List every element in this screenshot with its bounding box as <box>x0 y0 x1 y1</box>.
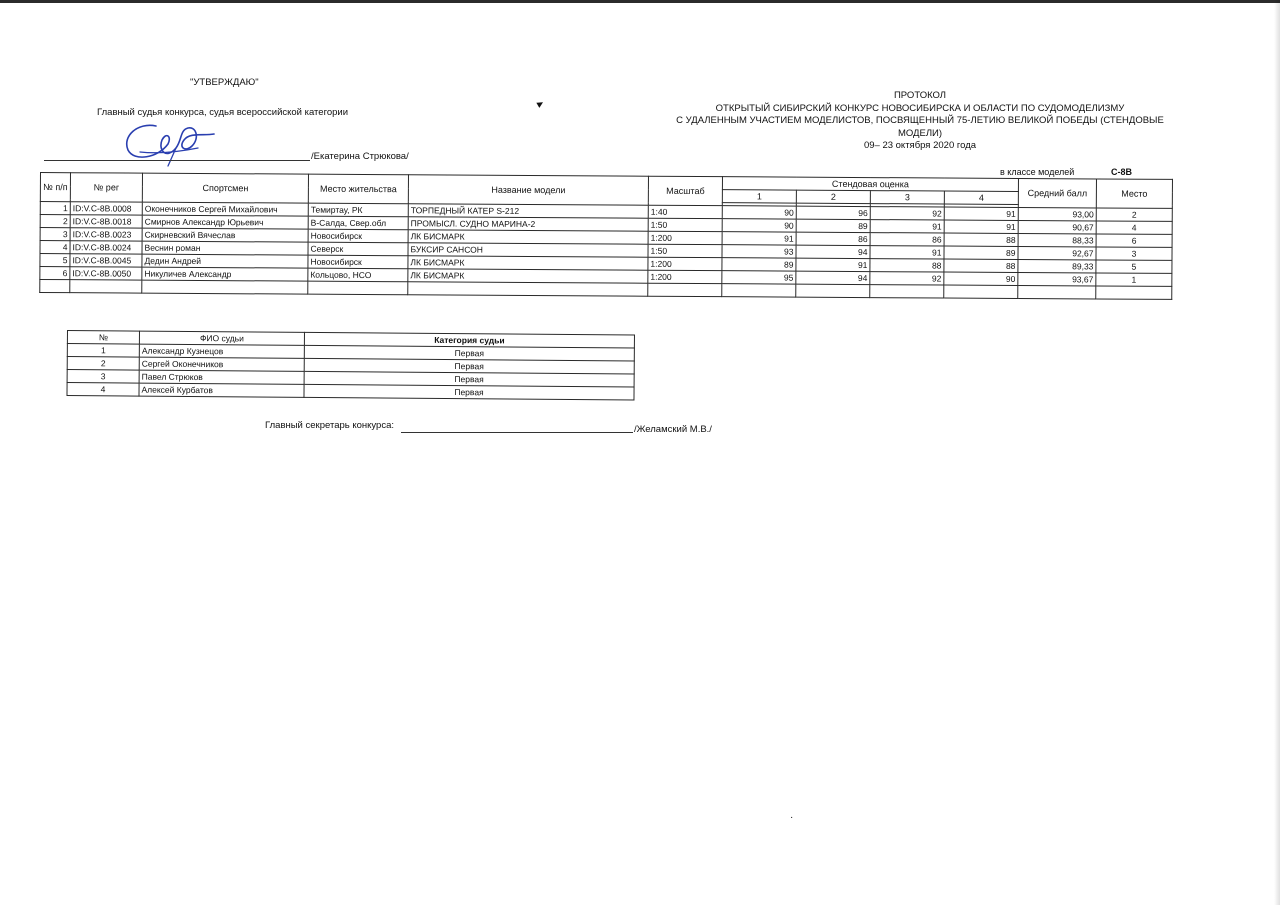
col-header-score-2: 2 <box>796 190 870 203</box>
cell-score-3: 92 <box>870 272 944 285</box>
cell-residence: Северск <box>308 242 408 256</box>
cell-num: 1 <box>40 202 70 215</box>
cell-score-2: 94 <box>796 245 870 258</box>
cell-score-1: 95 <box>722 271 796 284</box>
judges-header-name: ФИО судьи <box>139 331 304 345</box>
class-label: в классе моделей <box>1000 167 1075 177</box>
col-header-score-1: 1 <box>722 190 796 203</box>
judge-num: 4 <box>67 383 139 397</box>
protocol-line-1: ОТКРЫТЫЙ СИБИРСКИЙ КОНКУРС НОВОСИБИРСКА И ОБЛАСТИ ПО СУДОМОДЕЛИЗМУ <box>715 102 1125 114</box>
judge-name: Сергей Оконечников <box>139 357 304 371</box>
cell-place: 5 <box>1096 260 1172 273</box>
cell-model: ЛК БИСМАРК <box>408 256 648 270</box>
judge-category: Первая <box>304 345 634 361</box>
cell-scale: 1:50 <box>648 244 722 257</box>
cell-score-2: 89 <box>796 219 870 232</box>
cell-athlete: Дедин Андрей <box>142 254 308 268</box>
col-header-score-4: 4 <box>944 191 1018 204</box>
cell-scale: 1:40 <box>648 205 722 218</box>
protocol-dates: 09– 23 октября 2020 года <box>863 140 977 151</box>
cell-avg: 88,33 <box>1018 233 1096 246</box>
judge-num: 2 <box>67 357 139 371</box>
col-header-reg: № рег <box>70 173 142 202</box>
col-header-avg: Средний балл <box>1018 178 1096 207</box>
col-header-num: № п/п <box>40 173 70 202</box>
secretary-signature-line <box>401 432 633 433</box>
cell-scale: 1:50 <box>648 218 722 231</box>
secretary-name: /Желамский М.В./ <box>634 424 712 435</box>
cell-residence: Темиртау, РК <box>308 203 408 217</box>
stray-dot: · <box>790 812 794 823</box>
cell-score-4: 88 <box>944 233 1018 246</box>
judge-num: 3 <box>67 370 139 384</box>
cell-score-2: 96 <box>796 206 870 219</box>
signature-line <box>44 160 310 161</box>
cell-num: 4 <box>40 241 70 254</box>
cell-reg: ID:V.C-8B.0023 <box>70 228 142 241</box>
judge-name: Александр Кузнецов <box>139 344 304 358</box>
col-header-athlete: Спортсмен <box>142 173 308 203</box>
cell-num: 5 <box>40 254 70 267</box>
judge-name: Алексей Курбатов <box>139 383 304 397</box>
cell-athlete: Никуличев Александр <box>142 267 308 281</box>
protocol-line-3: МОДЕЛИ) <box>897 127 943 139</box>
cell-avg: 92,67 <box>1018 246 1096 259</box>
cell-place: 1 <box>1096 273 1172 286</box>
cell-score-1: 93 <box>722 245 796 258</box>
stray-mark: ▸ <box>533 95 547 111</box>
cell-avg: 89,33 <box>1018 259 1096 272</box>
results-table <box>39 172 1173 300</box>
judge-category: Первая <box>304 384 634 400</box>
cell-score-4: 91 <box>944 207 1018 220</box>
cell-place: 4 <box>1096 221 1172 234</box>
cell-avg: 93,67 <box>1018 272 1096 285</box>
cell-score-4: 89 <box>944 246 1018 259</box>
class-value: С-8В <box>1111 167 1133 177</box>
cell-score-2: 86 <box>796 232 870 245</box>
scan-top-edge <box>0 0 1280 3</box>
cell-score-1: 90 <box>722 219 796 232</box>
cell-residence: В-Салда, Свер.обл <box>308 216 408 230</box>
cell-score-1: 89 <box>722 258 796 271</box>
cell-scale: 1:200 <box>648 231 722 244</box>
cell-athlete: Веснин роман <box>142 241 308 255</box>
cell-score-3: 91 <box>870 220 944 233</box>
cell-model: ЛК БИСМАРК <box>408 269 648 283</box>
cell-residence: Кольцово, НСО <box>308 268 408 282</box>
cell-num: 3 <box>40 228 70 241</box>
protocol-header <box>540 90 1280 153</box>
cell-score-1: 90 <box>722 206 796 219</box>
cell-score-3: 92 <box>870 207 944 220</box>
cell-reg: ID:V.C-8B.0018 <box>70 215 142 228</box>
cell-score-3: 88 <box>870 259 944 272</box>
cell-reg: ID:V.C-8B.0008 <box>70 202 142 215</box>
cell-athlete: Скирневский Вячеслав <box>142 228 308 242</box>
cell-avg: 93,00 <box>1018 207 1096 220</box>
cell-place: 3 <box>1096 247 1172 260</box>
cell-residence: Новосибирск <box>308 229 408 243</box>
chief-judge-line: Главный судья конкурса, судья всероссийской категории <box>97 107 349 118</box>
cell-score-2: 91 <box>796 258 870 271</box>
col-header-scale: Масштаб <box>648 176 722 205</box>
col-header-place: Место <box>1096 179 1172 208</box>
judges-header-num: № <box>67 331 139 345</box>
col-header-model: Название модели <box>408 175 648 205</box>
cell-model: БУКСИР САНСОН <box>408 243 648 257</box>
cell-place: 6 <box>1096 234 1172 247</box>
col-header-score-3: 3 <box>870 191 944 204</box>
judge-name: Павел Стрюков <box>139 370 304 384</box>
secretary-label: Главный секретарь конкурса: <box>265 420 395 431</box>
cell-num: 2 <box>40 215 70 228</box>
protocol-title: ПРОТОКОЛ <box>893 90 947 101</box>
cell-score-4: 90 <box>944 272 1018 285</box>
cell-reg: ID:V.C-8B.0024 <box>70 241 142 254</box>
cell-reg: ID:V.C-8B.0045 <box>70 254 142 267</box>
col-header-scores: Стендовая оценка <box>722 177 1018 192</box>
judges-table <box>66 330 635 400</box>
cell-num: 6 <box>40 267 70 280</box>
cell-score-1: 91 <box>722 232 796 245</box>
protocol-line-2: С УДАЛЕННЫМ УЧАСТИЕМ МОДЕЛИСТОВ, ПОСВЯЩЕННЫЙ 75-ЛЕТИЮ ВЕЛИКОЙ ПОБЕДЫ (СТЕНДОВЫЕ <box>676 115 1164 126</box>
cell-score-3: 86 <box>870 233 944 246</box>
judge-category: Первая <box>304 358 634 374</box>
cell-score-4: 91 <box>944 220 1018 233</box>
cell-score-3: 91 <box>870 246 944 259</box>
cell-score-2: 94 <box>796 271 870 284</box>
cell-reg: ID:V.C-8B.0050 <box>70 267 142 280</box>
judge-num: 1 <box>67 344 139 358</box>
cell-place: 2 <box>1096 208 1172 221</box>
cell-athlete: Оконечников Сергей Михайлович <box>142 202 308 216</box>
judges-header-category: Категория судьи <box>304 332 634 348</box>
cell-model: ПРОМЫСЛ. СУДНО МАРИНА-2 <box>408 217 648 231</box>
cell-model: ТОРПЕДНЫЙ КАТЕР S-212 <box>408 204 648 218</box>
cell-scale: 1:200 <box>648 257 722 270</box>
chief-judge-name: /Екатерина Стрюкова/ <box>311 151 409 162</box>
approval-title: "УТВЕРЖДАЮ" <box>190 77 259 88</box>
col-header-residence: Место жительства <box>308 174 408 204</box>
cell-avg: 90,67 <box>1018 220 1096 233</box>
judge-category: Первая <box>304 371 634 387</box>
cell-athlete: Смирнов Александр Юрьевич <box>142 215 308 229</box>
cell-residence: Новосибирск <box>308 255 408 269</box>
cell-scale: 1:200 <box>648 270 722 283</box>
cell-model: ЛК БИСМАРК <box>408 230 648 244</box>
cell-score-4: 88 <box>944 259 1018 272</box>
